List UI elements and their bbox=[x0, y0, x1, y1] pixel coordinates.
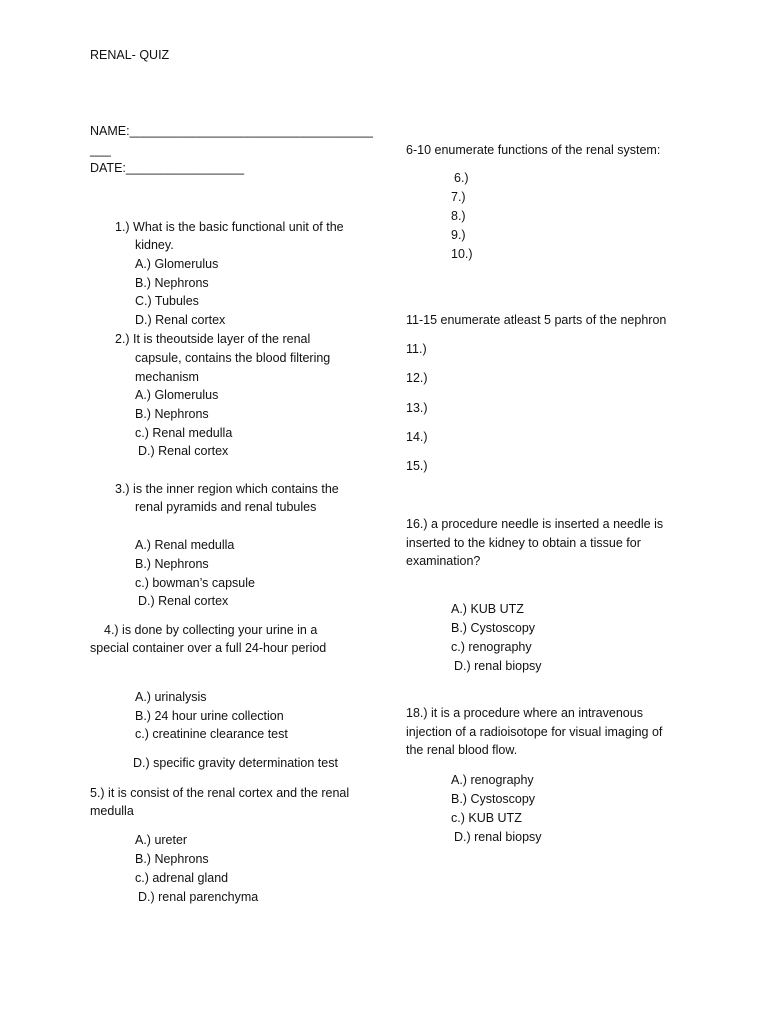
question-stem: medulla bbox=[90, 804, 134, 818]
question-stem: 1.) What is the basic functional unit of the bbox=[115, 220, 344, 234]
answer-blank: 15.) bbox=[406, 459, 428, 473]
answer-option: A.) Renal medulla bbox=[135, 538, 235, 552]
answer-option: B.) Nephrons bbox=[135, 276, 209, 290]
answer-option: B.) Nephrons bbox=[135, 557, 209, 571]
answer-option: A.) KUB UTZ bbox=[451, 602, 524, 616]
answer-option: D.) renal parenchyma bbox=[138, 890, 259, 904]
question-stem: 5.) it is consist of the renal cortex and the renal bbox=[90, 786, 350, 800]
answer-option: B.) Cystoscopy bbox=[451, 621, 536, 635]
name-field-line-wrap: ___ bbox=[90, 143, 111, 157]
answer-option: D.) specific gravity determination test bbox=[133, 756, 338, 770]
answer-blank: 11.) bbox=[406, 342, 427, 356]
answer-option: A.) ureter bbox=[135, 833, 188, 847]
question-stem: 4.) is done by collecting your urine in a bbox=[104, 623, 318, 637]
answer-blank: 7.) bbox=[451, 190, 466, 204]
question-stem: 3.) is the inner region which contains the bbox=[115, 482, 339, 496]
answer-option: D.) renal biopsy bbox=[454, 659, 542, 673]
question-stem: the renal blood flow. bbox=[406, 743, 518, 757]
question-stem: 18.) it is a procedure where an intravenous bbox=[406, 706, 643, 720]
question-stem: special container over a full 24-hour period bbox=[90, 641, 327, 655]
answer-option: c.) bowman’s capsule bbox=[135, 576, 255, 590]
answer-option: D.) Renal cortex bbox=[135, 313, 226, 327]
answer-option: c.) adrenal gland bbox=[135, 871, 229, 885]
answer-option: c.) creatinine clearance test bbox=[135, 727, 288, 741]
question-stem: 16.) a procedure needle is inserted a needle is bbox=[406, 517, 664, 531]
question-stem: inserted to the kidney to obtain a tissue for bbox=[406, 536, 641, 550]
question-stem: injection of a radioisotope for visual imaging of bbox=[406, 725, 663, 739]
answer-option: D.) Renal cortex bbox=[138, 594, 229, 608]
answer-option: c.) KUB UTZ bbox=[451, 811, 522, 825]
answer-option: A.) urinalysis bbox=[135, 690, 207, 704]
answer-option: c.) renography bbox=[451, 640, 532, 654]
enumeration-heading: 11-15 enumerate atleast 5 parts of the nephron bbox=[406, 313, 667, 327]
answer-blank: 12.) bbox=[406, 371, 428, 385]
answer-option: A.) Glomerulus bbox=[135, 388, 219, 402]
answer-blank: 6.) bbox=[454, 171, 469, 185]
answer-option: A.) renography bbox=[451, 773, 534, 787]
answer-blank: 10.) bbox=[451, 247, 473, 261]
answer-blank: 9.) bbox=[451, 228, 466, 242]
name-field-line: NAME:___________________________________ bbox=[90, 124, 373, 138]
date-field-line: DATE:_________________ bbox=[90, 161, 245, 175]
question-stem: kidney. bbox=[135, 238, 174, 252]
quiz-title: RENAL- QUIZ bbox=[90, 48, 170, 62]
answer-option: B.) Nephrons bbox=[135, 852, 209, 866]
enumeration-heading: 6-10 enumerate functions of the renal system: bbox=[406, 143, 661, 157]
answer-option: D.) renal biopsy bbox=[454, 830, 542, 844]
answer-option: B.) Nephrons bbox=[135, 407, 209, 421]
answer-option: A.) Glomerulus bbox=[135, 257, 219, 271]
answer-blank: 14.) bbox=[406, 430, 428, 444]
question-stem: mechanism bbox=[135, 370, 199, 384]
answer-option: C.) Tubules bbox=[135, 294, 199, 308]
answer-blank: 13.) bbox=[406, 401, 428, 415]
question-stem: examination? bbox=[406, 554, 481, 568]
answer-option: B.) 24 hour urine collection bbox=[135, 709, 284, 723]
answer-blank: 8.) bbox=[451, 209, 466, 223]
question-stem: capsule, contains the blood filtering bbox=[135, 351, 331, 365]
answer-option: D.) Renal cortex bbox=[138, 444, 229, 458]
question-stem: 2.) It is theoutside layer of the renal bbox=[115, 332, 311, 346]
answer-option: c.) Renal medulla bbox=[135, 426, 233, 440]
answer-option: B.) Cystoscopy bbox=[451, 792, 536, 806]
question-stem: renal pyramids and renal tubules bbox=[135, 500, 317, 514]
